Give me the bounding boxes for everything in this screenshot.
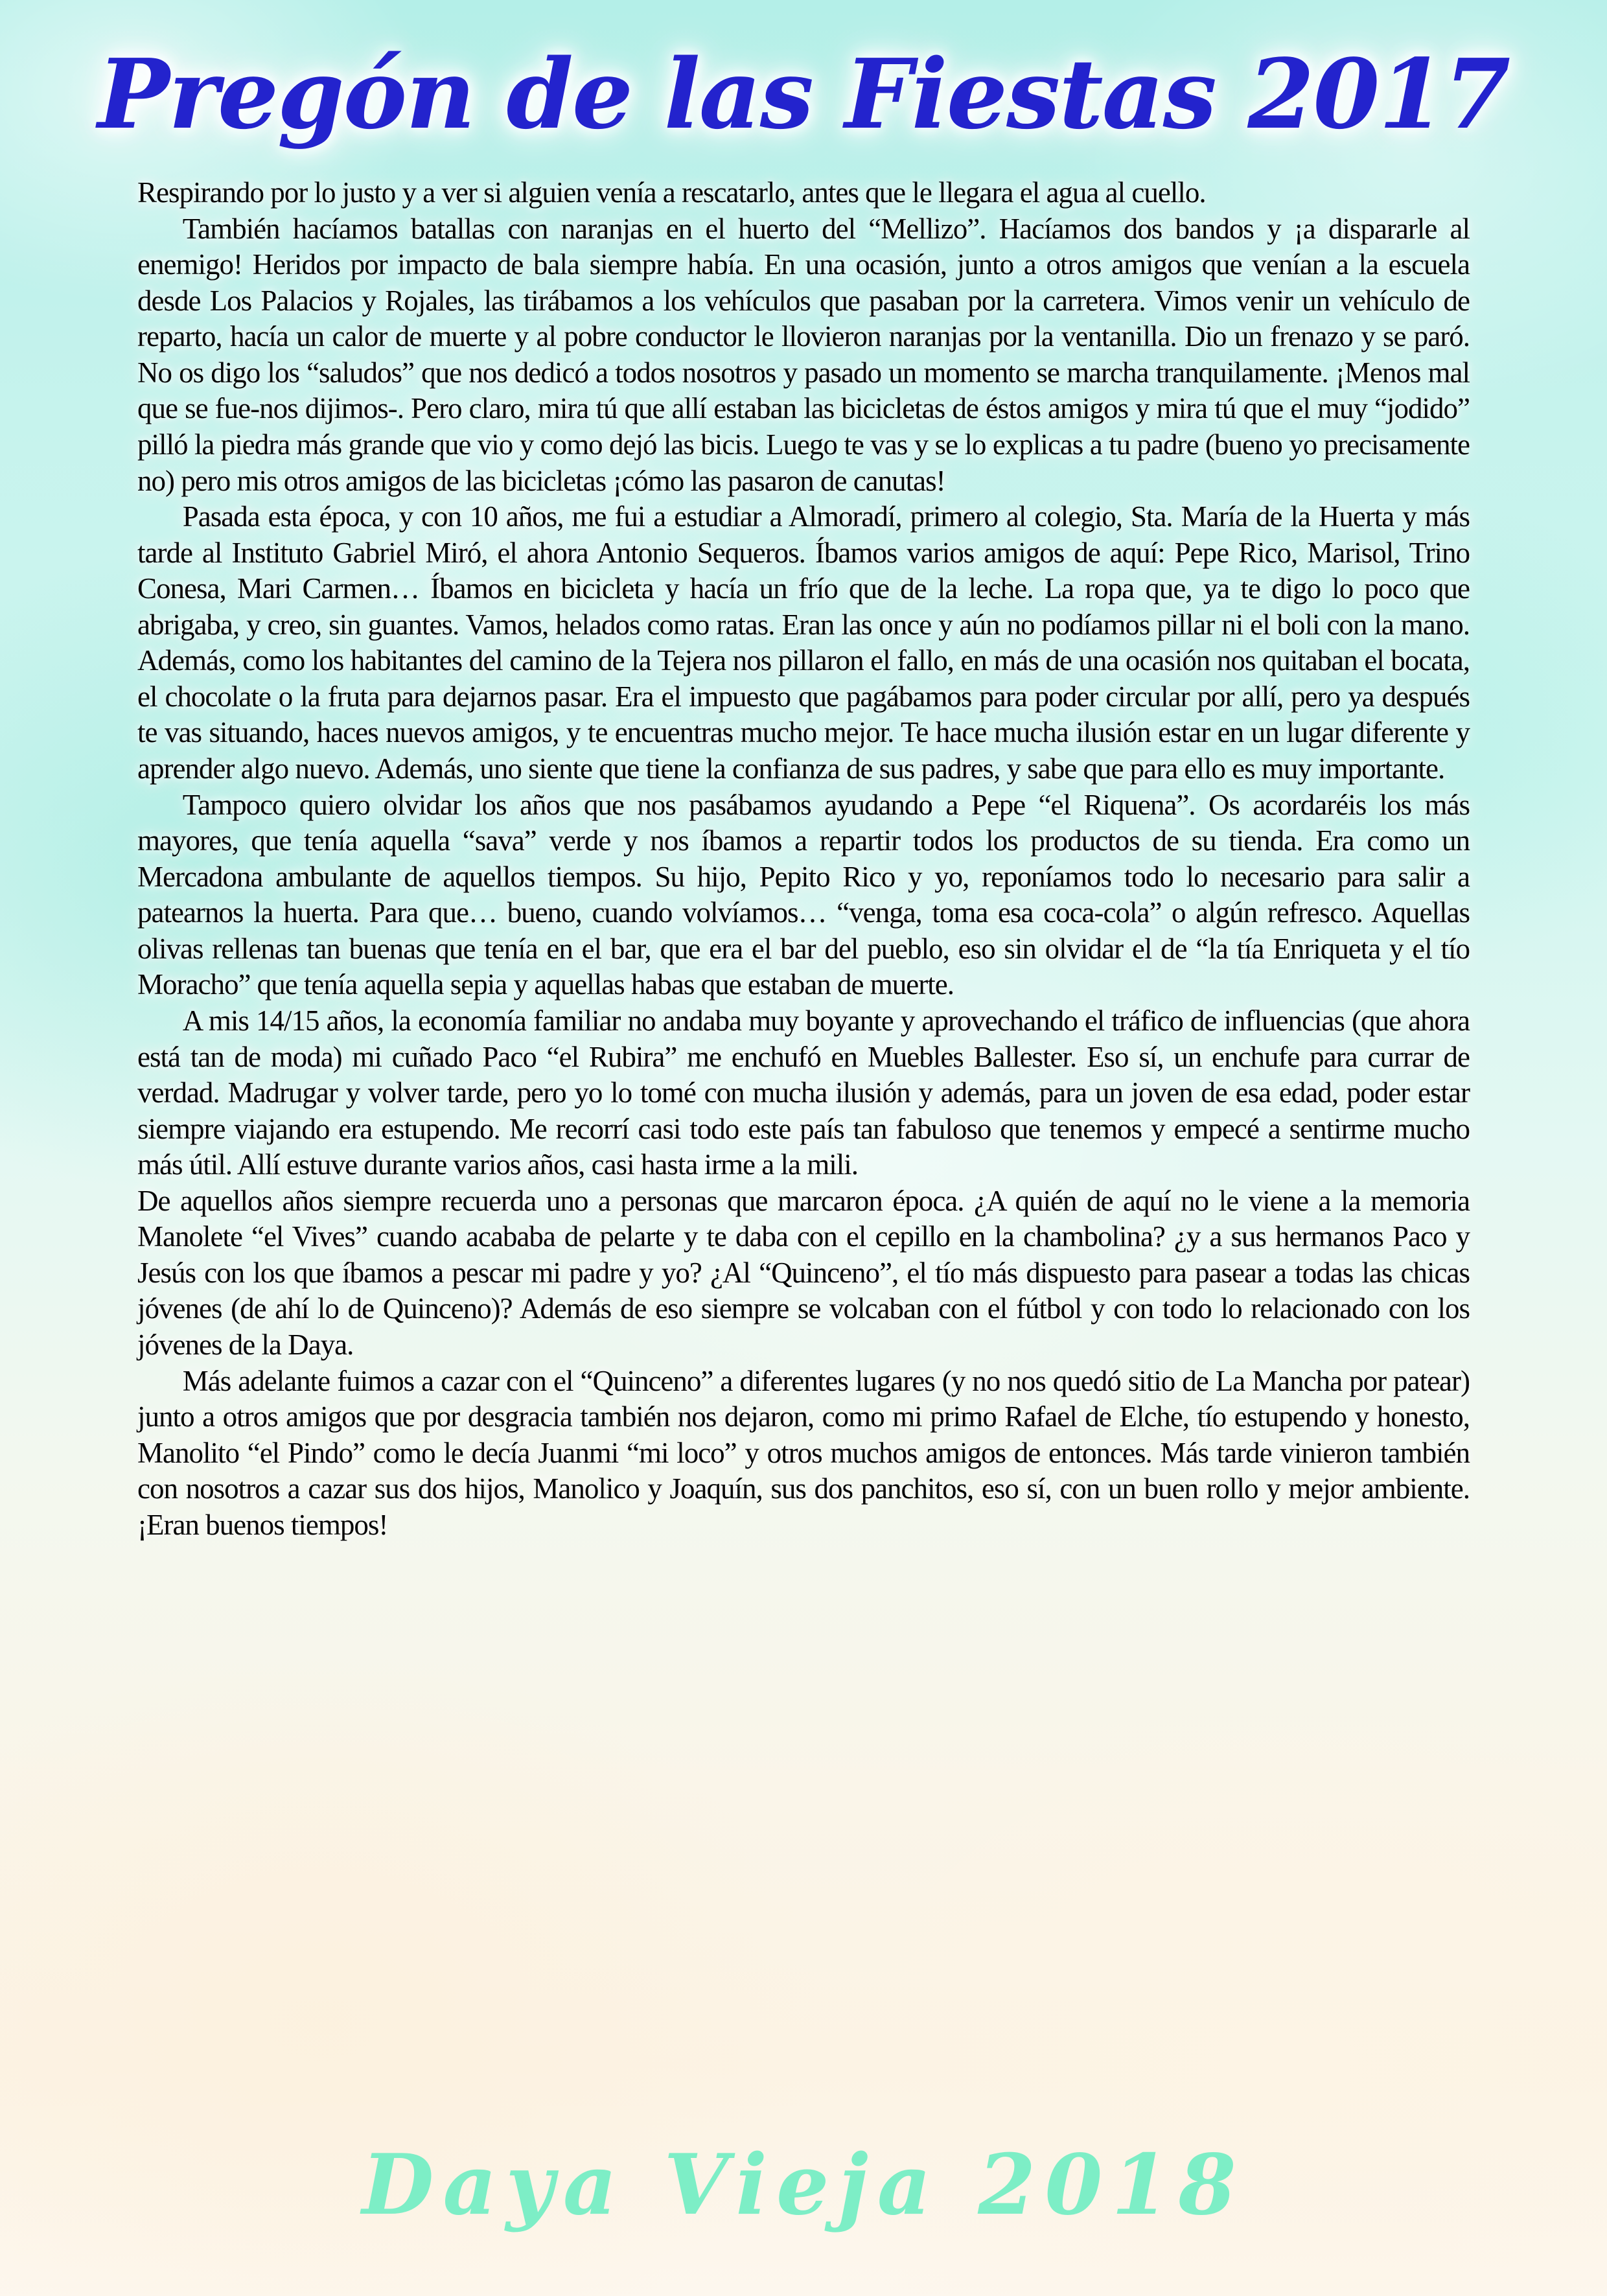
footer-title: Daya Vieja 2018 [362,2137,1245,2234]
paragraph: De aquellos años siempre recuerda uno a personas que marcaron época. ¿A quién de aquí no le viene a la memoria Manolete “el Vives” cuando acababa de pelarte y te daba con el cepillo en la chambolina? ¿y a sus hermanos Paco y Jesús con los que íbamos a pescar mi padre y yo? ¿Al “Quinceno”, el tío más dispuesto para pasear a todas las chicas jóvenes (de ahí lo de Quinceno)? Además de eso siempre se volcaban con el fútbol y con todo lo relacionado con los jóvenes de la Daya. [137,1184,1470,1361]
paragraph: Pasada esta época, y con 10 años, me fui a estudiar a Almoradí, primero al colegio, Sta. María de la Huerta y más tarde al Instituto Gabriel Miró, el ahora Antonio Sequeros. Íbamos varios amigos de aquí: Pepe Rico, Marisol, Trino Conesa, Mari Carmen… Íbamos en bicicleta y hacía un frío que de la leche. La ropa que, ya te digo lo poco que abrigaba, y creo, sin guantes. Vamos, helados como ratas. Eran las once y aún no podíamos pillar ni el boli con la mano. Además, como los habitantes del camino de la Tejera nos pillaron el fallo, en más de una ocasión nos quitaban el bocata, el chocolate o la fruta para dejarnos pasar. Era el impuesto que pagábamos para poder circular por allí, pero ya después te vas situando, haces nuevos amigos, y te encuentras mucho mejor. Te hace mucha ilusión estar en un lugar diferente y aprender algo nuevo. Además, uno siente que tiene la confianza de sus padres, y sabe que para ello es muy importante. [137,500,1470,785]
paragraph: Tampoco quiero olvidar los años que nos pasábamos ayudando a Pepe “el Riquena”. Os acordaréis los más mayores, que tenía aquella “sava” verde y nos íbamos a repartir todos los productos de su tienda. Era como un Mercadona ambulante de aquellos tiempos. Su hijo, Pepito Rico y yo, reponíamos todo lo necesario para salir a patearnos la huerta. Para que… bueno, cuando volvíamos… “venga, toma esa coca-cola” o algún refresco. Aquellas olivas rellenas tan buenas que tenía en el bar, que era el bar del pueblo, eso sin olvidar el de “la tía Enriqueta y el tío Moracho” que tenía aquella sepia y aquellas habas que estaban de muerte. [137,788,1470,1001]
page-title: Pregón de las Fiestas 2017 [97,38,1510,150]
paragraph: También hacíamos batallas con naranjas en el huerto del “Mellizo”. Hacíamos dos bandos y ¡a dispararle al enemigo! Heridos por impacto de bala siempre había. En una ocasión, junto a otros amigos que venían a la escuela desde Los Palacios y Rojales, las tirábamos a los vehículos que pasaban por la carretera. Vimos venir un vehículo de reparto, hacía un calor de muerte y al pobre conductor le llovieron naranjas por la ventanilla. Dio un frenazo y se paró. No os digo los “saludos” que nos dedicó a todos nosotros y pasado un momento se marcha tranquilamente. ¡Menos mal que se fue-nos dijimos-. Pero claro, mira tú que allí estaban las bicicletas de éstos amigos y mira tú que el muy “jodido” pilló la piedra más grande que vio y como dejó las bicis. Luego te vas y se lo explicas a tu padre (bueno yo precisamente no) pero mis otros amigos de las bicicletas ¡cómo las pasaron de canutas! [137,212,1470,497]
body-text [137,175,1470,2137]
paragraph: Más adelante fuimos a cazar con el “Quinceno” a diferentes lugares (y no nos quedó sitio de La Mancha por patear) junto a otros amigos que por desgracia también nos dejaron, como mi primo Rafael de Elche, tío estupendo y honesto, Manolito “el Pindo” como le decía Juanmi “mi loco” y otros muchos amigos de entonces. Más tarde vinieron también con nosotros a cazar sus dos hijos, Manolico y Joaquín, sus dos panchitos, eso sí, con un buen rollo y mejor ambiente. ¡Eran buenos tiempos! [137,1364,1470,1541]
paragraph: A mis 14/15 años, la economía familiar no andaba muy boyante y aprovechando el tráfico de influencias (que ahora está tan de moda) mi cuñado Paco “el Rubira” me enchufó en Muebles Ballester. Eso sí, un enchufe para currar de verdad. Madrugar y volver tarde, pero yo lo tomé con mucha ilusión y además, para un joven de esa edad, poder estar siempre viajando era estupendo. Me recorrí casi todo este país tan fabuloso que tenemos y empecé a sentirme mucho más útil. Allí estuve durante varios años, casi hasta irme a la mili. [137,1004,1470,1181]
paragraph: Respirando por lo justo y a ver si alguien venía a rescatarlo, antes que le llegara el agua al cuello. [137,176,1206,209]
